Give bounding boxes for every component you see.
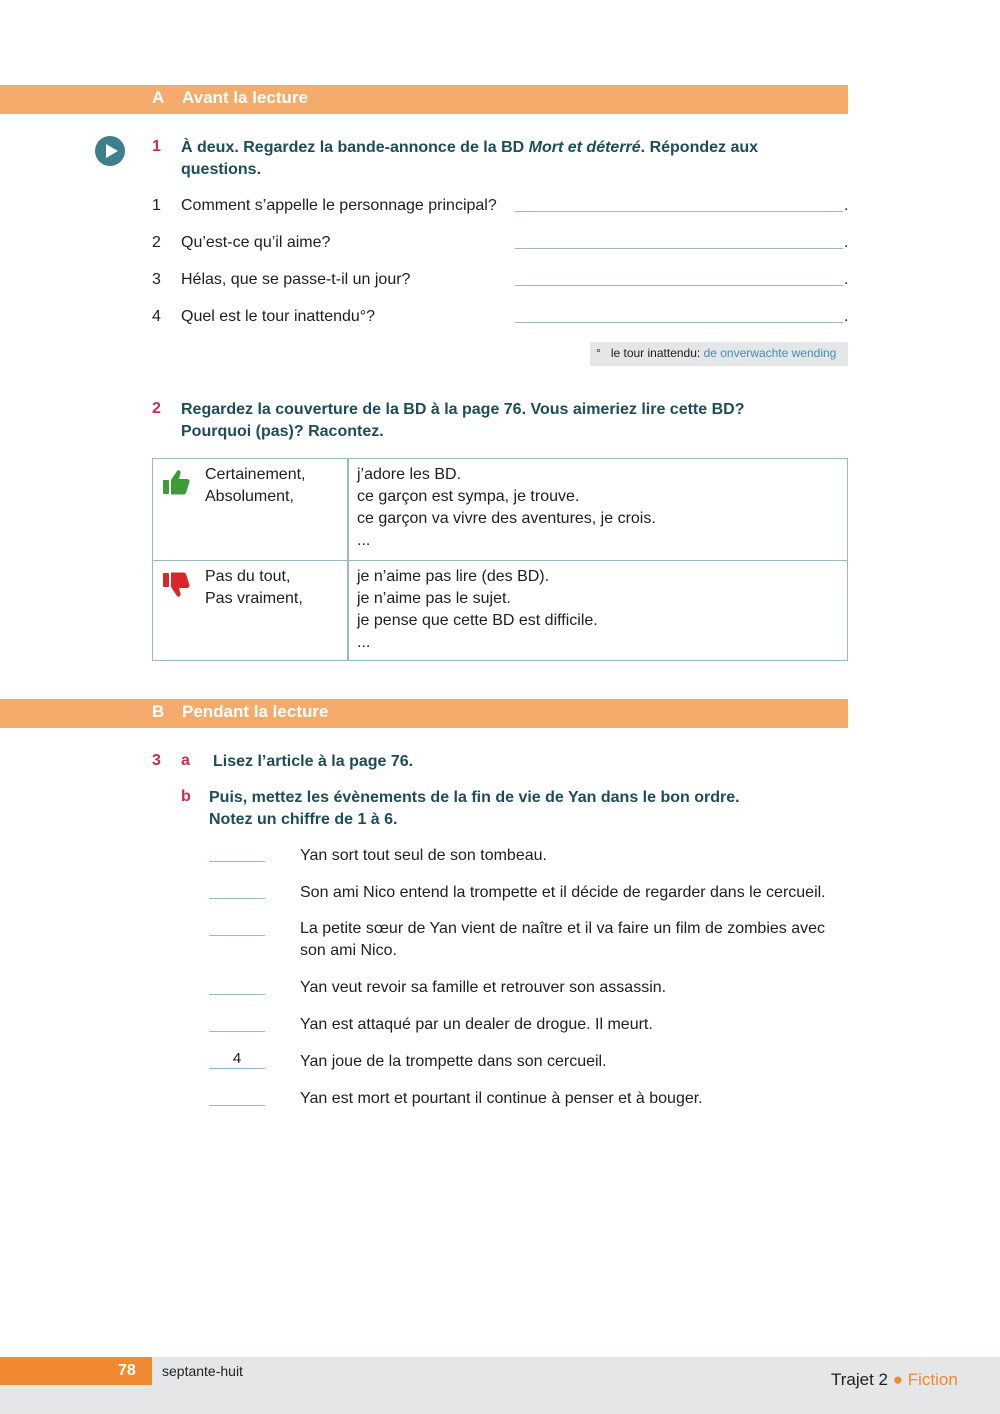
event-4-text: Yan veut revoir sa famille et retrouver son assassin.: [300, 979, 667, 996]
event-3-order-line[interactable]: [209, 935, 265, 936]
question-2-text: Qu’est-ce qu’il aime?: [181, 234, 331, 251]
exercise-1-book-title: Mort et déterré: [528, 139, 641, 156]
question-4-text: Quel est le tour inattendu°?: [181, 308, 376, 325]
thumbs-down-icon: [161, 570, 191, 600]
negative-starters: [205, 566, 303, 610]
question-3-answer-end: .: [844, 271, 849, 288]
negative-row: [153, 560, 847, 661]
event-5-order-line[interactable]: [209, 1031, 265, 1032]
play-icon: [95, 136, 125, 166]
question-2-number: 2: [152, 234, 161, 251]
exercise-3a-letter: a: [181, 752, 190, 769]
negative-ending: je n’aime pas lire (des BD).: [357, 568, 550, 585]
negative-ending: je pense que cette BD est difficile.: [357, 612, 598, 629]
positive-starters: [205, 464, 306, 508]
event-2-text: Son ami Nico entend la trompette et il décide de regarder dans le cercueil.: [300, 884, 826, 901]
positive-ending: ...: [357, 532, 371, 549]
question-1-answer-end: .: [844, 197, 849, 214]
event-2-order-line[interactable]: [209, 898, 265, 899]
exercise-1-number: 1: [152, 138, 161, 155]
positive-starter: Absolument,: [205, 488, 294, 505]
event-6-text: Yan joue de la trompette dans son cercueil.: [300, 1053, 607, 1070]
positive-endings: [357, 464, 656, 552]
positive-ending: ce garçon va vivre des aventures, je crois.: [357, 510, 656, 527]
event-3-text: La petite sœur de Yan vient de naître et il va faire un film de zombies avec son ami Nico.: [300, 920, 826, 959]
page-footer: [0, 1357, 1000, 1414]
footnote-translation: de onverwachte wending: [703, 346, 837, 360]
question-1-number: 1: [152, 197, 161, 214]
positive-ending: j’adore les BD.: [357, 466, 462, 483]
event-1-text: Yan sort tout seul de son tombeau.: [300, 847, 547, 864]
positive-starter: Certainement,: [205, 466, 306, 483]
section-b-title: Pendant la lecture: [182, 702, 329, 721]
question-2-answer-line[interactable]: [515, 248, 843, 249]
negative-starter: Pas vraiment,: [205, 590, 303, 607]
section-a-title: Avant la lecture: [182, 88, 308, 107]
event-1-order-line[interactable]: [209, 861, 265, 862]
negative-ending: ...: [357, 634, 371, 651]
negative-endings: [357, 566, 598, 654]
footnote-mark: °: [596, 346, 601, 360]
section-a-letter: A: [152, 88, 165, 107]
exercise-3b-instruction-line2: Notez un chiffre de 1 à 6.: [209, 811, 398, 828]
event-5-text: Yan est attaqué par un dealer de drogue. Il meurt.: [300, 1016, 653, 1033]
positive-row: [153, 459, 847, 560]
page-number-words: septante-huit: [162, 1363, 243, 1379]
exercise-3-number: 3: [152, 752, 161, 769]
event-6-order-line[interactable]: [209, 1068, 265, 1069]
question-3-number: 3: [152, 271, 161, 288]
question-3-answer-line[interactable]: [515, 285, 843, 286]
question-2-answer-end: .: [844, 234, 849, 251]
negative-ending: je n’aime pas le sujet.: [357, 590, 511, 607]
question-4-number: 4: [152, 308, 161, 325]
section-b-letter: B: [152, 702, 165, 721]
page-number: 78: [118, 1362, 136, 1379]
exercise-2-instruction: [181, 399, 841, 443]
exercise-1-instruction-start: À deux. Regardez la bande-annonce de la BD: [181, 139, 529, 156]
opinion-table: [152, 458, 848, 661]
trajet-label: Trajet 2: [831, 1370, 889, 1389]
event-6-order: 4: [232, 1050, 242, 1067]
exercise-1-instruction: [181, 137, 841, 181]
exercise-2-number: 2: [152, 400, 161, 417]
footnote-term: le tour inattendu:: [610, 346, 701, 360]
separator-dot: ●: [892, 1370, 904, 1389]
thumbs-up-icon: [161, 468, 191, 498]
exercise-3a-instruction: Lisez l’article à la page 76.: [213, 753, 414, 770]
section-label: Fiction: [907, 1370, 958, 1389]
question-3-text: Hélas, que se passe-t-il un jour?: [181, 271, 411, 288]
section-b-header: [0, 699, 848, 728]
chapter-label: [831, 1370, 958, 1390]
section-a-header: [0, 85, 848, 114]
negative-starter: Pas du tout,: [205, 568, 291, 585]
event-7-order-line[interactable]: [209, 1105, 265, 1106]
page-number-box: [0, 1357, 152, 1385]
question-1-answer-line[interactable]: [515, 211, 843, 212]
footnote: [590, 342, 848, 366]
play-video-button[interactable]: [95, 136, 125, 166]
question-1-text: Comment s’appelle le personnage principal?: [181, 197, 497, 214]
exercise-3b-letter: b: [181, 788, 191, 805]
exercise-2-instruction-line2: Pourquoi (pas)? Racontez.: [181, 423, 384, 440]
question-4-answer-end: .: [844, 308, 849, 325]
question-4-answer-line[interactable]: [515, 322, 843, 323]
exercise-2-instruction-line1: Regardez la couverture de la BD à la page 76. Vous aimeriez lire cette BD?: [181, 401, 745, 418]
exercise-3b-instruction: [209, 787, 849, 831]
event-7-text: Yan est mort et pourtant il continue à penser et à bouger.: [300, 1090, 703, 1107]
event-4-order-line[interactable]: [209, 994, 265, 995]
exercise-1-instruction-end: . Répondez aux: [640, 139, 759, 156]
positive-ending: ce garçon est sympa, je trouve.: [357, 488, 580, 505]
exercise-1-instruction-line2: questions.: [181, 161, 262, 178]
exercise-3b-instruction-line1: Puis, mettez les évènements de la fin de vie de Yan dans le bon ordre.: [209, 789, 740, 806]
